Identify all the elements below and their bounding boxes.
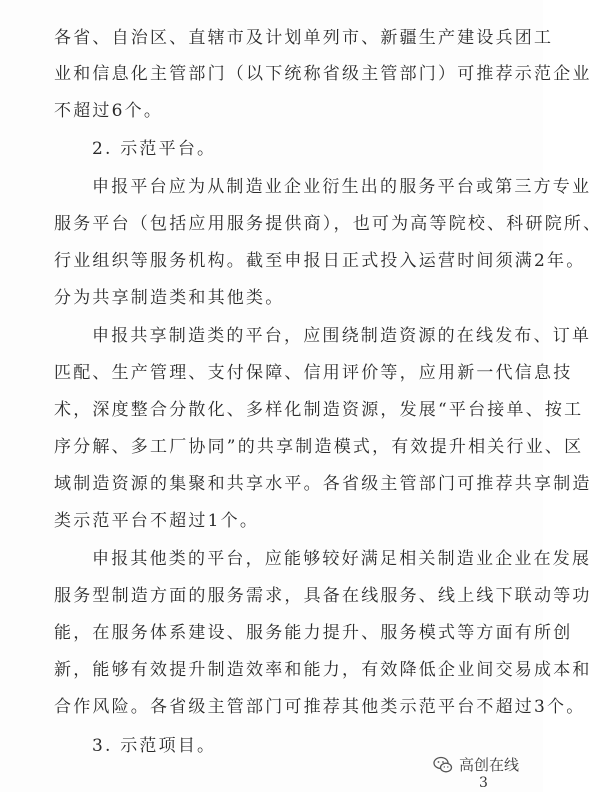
watermark-text: 高创在线: [458, 756, 519, 774]
text-line-9: 申报共享制造类的平台，应围绕制造资源的在线发布、订单: [92, 326, 592, 346]
text-line-12: 序分解、多工厂协同”的共享制造模式，有效提升相关行业、区: [54, 437, 584, 457]
text-line-11: 术，深度整合分散化、多样化制造资源，发展“平台接单、按工: [54, 400, 584, 420]
text-line-19: 合作风险。各省级主管部门可推荐其他类示范平台不超过3个。: [54, 697, 586, 717]
text-line-3: 不超过6个。: [54, 101, 164, 121]
text-line-7: 行业组织等服务机构。截至申报日正式投入运营时间须满2年。: [54, 251, 586, 271]
page-number: 3: [479, 775, 488, 791]
watermark: [433, 754, 519, 775]
text-line-1: 各省、自治区、直辖市及计划单列市、新疆生产建设兵团工: [54, 28, 554, 48]
text-line-14: 类示范平台不超过1个。: [54, 511, 260, 531]
text-line-17: 能，在服务体系建设、服务能力提升、服务模式等方面有所创: [54, 623, 573, 643]
text-line-13: 域制造资源的集聚和共享水平。各省级主管部门可推荐共享制造: [54, 474, 592, 494]
text-line-15: 申报其他类的平台，应能够较好满足相关制造业企业在发展: [92, 549, 592, 569]
section-heading-2: 2. 示范平台。: [92, 139, 217, 159]
text-line-18: 新，能够有效提升制造效率和能力，有效降低企业间交易成本和: [54, 660, 592, 680]
text-line-6: 服务平台（包括应用服务提供商），也可为高等院校、科研院所、: [54, 214, 602, 234]
text-line-8: 分为共享制造类和其他类。: [54, 288, 285, 308]
text-line-16: 服务型制造方面的服务需求，具备在线服务、线上线下联动等功: [54, 586, 592, 606]
wechat-icon: [433, 755, 453, 775]
section-heading-3: 3. 示范项目。: [92, 736, 217, 756]
text-line-10: 匹配、生产管理、支付保障、信用评价等，应用新一代信息技: [54, 363, 573, 383]
text-line-2: 业和信息化主管部门（以下统称省级主管部门）可推荐示范企业: [54, 64, 592, 84]
text-line-5: 申报平台应为从制造业企业衍生出的服务平台或第三方专业: [92, 177, 592, 197]
